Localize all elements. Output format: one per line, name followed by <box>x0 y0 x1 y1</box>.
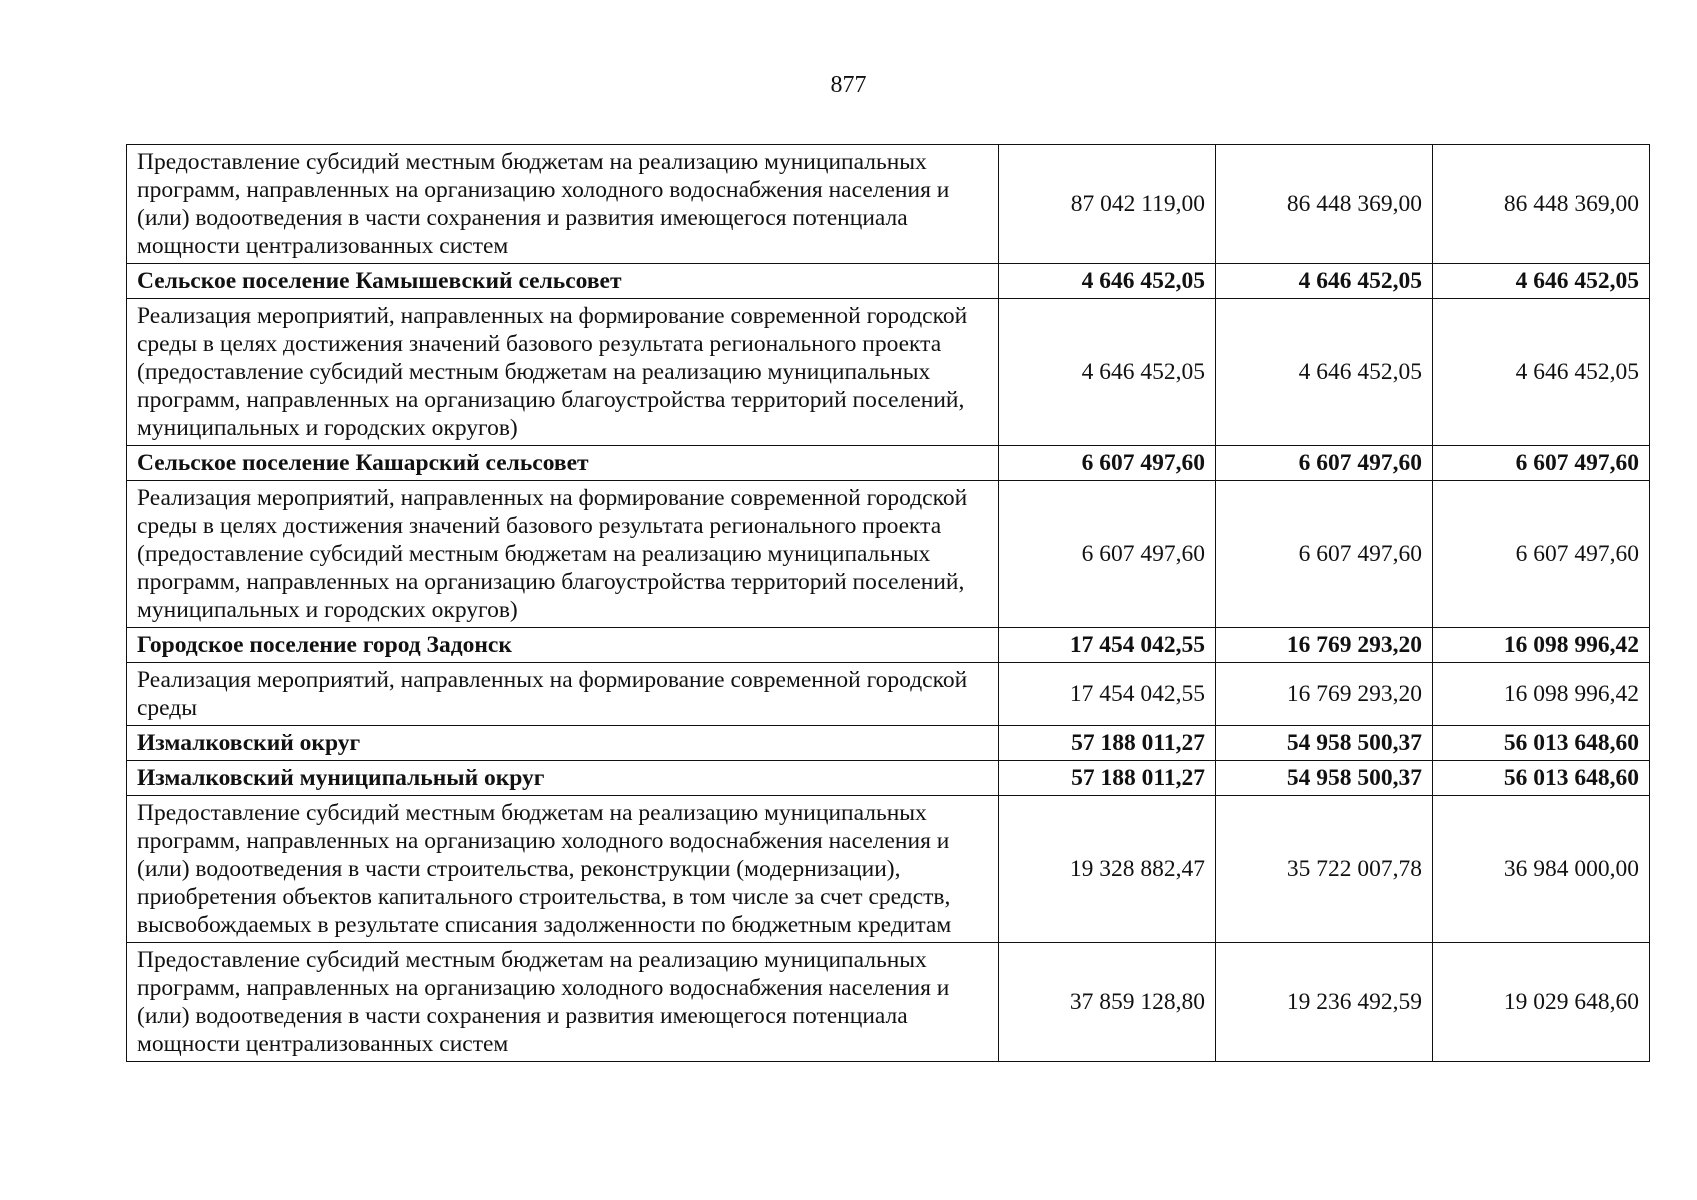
amount-cell: 17 454 042,55 <box>999 628 1216 663</box>
amount-cell: 54 958 500,37 <box>1216 726 1433 761</box>
table-row <box>127 663 1650 726</box>
description-cell: Реализация мероприятий, направленных на формирование современной городской среды в целях достижения значений базового результата регионального проекта (предоставление субсидий местным бюджетам на реализацию муниципальных программ, направленных на организацию благоустройства территорий поселений, муниципальных и городских округов) <box>127 299 999 446</box>
budget-table-body <box>127 145 1650 1062</box>
table-row <box>127 299 1650 446</box>
table-row <box>127 943 1650 1062</box>
amount-cell: 86 448 369,00 <box>1433 145 1650 264</box>
amount-cell: 19 328 882,47 <box>999 796 1216 943</box>
amount-cell: 17 454 042,55 <box>999 663 1216 726</box>
table-row <box>127 481 1650 628</box>
amount-cell: 57 188 011,27 <box>999 761 1216 796</box>
amount-cell: 4 646 452,05 <box>999 264 1216 299</box>
table-row <box>127 628 1650 663</box>
page-number: 877 <box>830 72 867 98</box>
amount-cell: 4 646 452,05 <box>999 299 1216 446</box>
amount-cell: 6 607 497,60 <box>999 446 1216 481</box>
amount-cell: 57 188 011,27 <box>999 726 1216 761</box>
amount-cell: 4 646 452,05 <box>1433 299 1650 446</box>
amount-cell: 56 013 648,60 <box>1433 761 1650 796</box>
table-row <box>127 726 1650 761</box>
section-title-cell: Измалковский муниципальный округ <box>127 761 999 796</box>
section-title-cell: Измалковский округ <box>127 726 999 761</box>
section-title-cell: Сельское поселение Камышевский сельсовет <box>127 264 999 299</box>
amount-cell: 56 013 648,60 <box>1433 726 1650 761</box>
amount-cell: 19 029 648,60 <box>1433 943 1650 1062</box>
amount-cell: 16 098 996,42 <box>1433 628 1650 663</box>
amount-cell: 4 646 452,05 <box>1216 299 1433 446</box>
table-row <box>127 145 1650 264</box>
description-cell: Реализация мероприятий, направленных на формирование современной городской среды <box>127 663 999 726</box>
amount-cell: 19 236 492,59 <box>1216 943 1433 1062</box>
section-title-cell: Городское поселение город Задонск <box>127 628 999 663</box>
table-row <box>127 264 1650 299</box>
amount-cell: 16 769 293,20 <box>1216 663 1433 726</box>
amount-cell: 6 607 497,60 <box>1216 446 1433 481</box>
amount-cell: 37 859 128,80 <box>999 943 1216 1062</box>
table-row <box>127 761 1650 796</box>
amount-cell: 4 646 452,05 <box>1433 264 1650 299</box>
amount-cell: 16 098 996,42 <box>1433 663 1650 726</box>
amount-cell: 16 769 293,20 <box>1216 628 1433 663</box>
amount-cell: 35 722 007,78 <box>1216 796 1433 943</box>
amount-cell: 6 607 497,60 <box>1433 481 1650 628</box>
description-cell: Предоставление субсидий местным бюджетам на реализацию муниципальных программ, направленных на организацию холодного водоснабжения населения и (или) водоотведения в части сохранения и развития имеющегося потенциала мощности централизованных систем <box>127 943 999 1062</box>
table-row <box>127 446 1650 481</box>
amount-cell: 6 607 497,60 <box>999 481 1216 628</box>
amount-cell: 4 646 452,05 <box>1216 264 1433 299</box>
amount-cell: 36 984 000,00 <box>1433 796 1650 943</box>
amount-cell: 6 607 497,60 <box>1216 481 1433 628</box>
description-cell: Предоставление субсидий местным бюджетам на реализацию муниципальных программ, направленных на организацию холодного водоснабжения населения и (или) водоотведения в части сохранения и развития имеющегося потенциала мощности централизованных систем <box>127 145 999 264</box>
table-row <box>127 796 1650 943</box>
amount-cell: 86 448 369,00 <box>1216 145 1433 264</box>
amount-cell: 6 607 497,60 <box>1433 446 1650 481</box>
amount-cell: 54 958 500,37 <box>1216 761 1433 796</box>
description-cell: Реализация мероприятий, направленных на формирование современной городской среды в целях достижения значений базового результата регионального проекта (предоставление субсидий местным бюджетам на реализацию муниципальных программ, направленных на организацию благоустройства территорий поселений, муниципальных и городских округов) <box>127 481 999 628</box>
amount-cell: 87 042 119,00 <box>999 145 1216 264</box>
description-cell: Предоставление субсидий местным бюджетам на реализацию муниципальных программ, направленных на организацию холодного водоснабжения населения и (или) водоотведения в части строительства, реконструкции (модернизации), приобретения объектов капитального строительства, в том числе за счет средств, высвобождаемых в результате списания задолженности по бюджетным кредитам <box>127 796 999 943</box>
section-title-cell: Сельское поселение Кашарский сельсовет <box>127 446 999 481</box>
budget-table <box>126 144 1650 1062</box>
